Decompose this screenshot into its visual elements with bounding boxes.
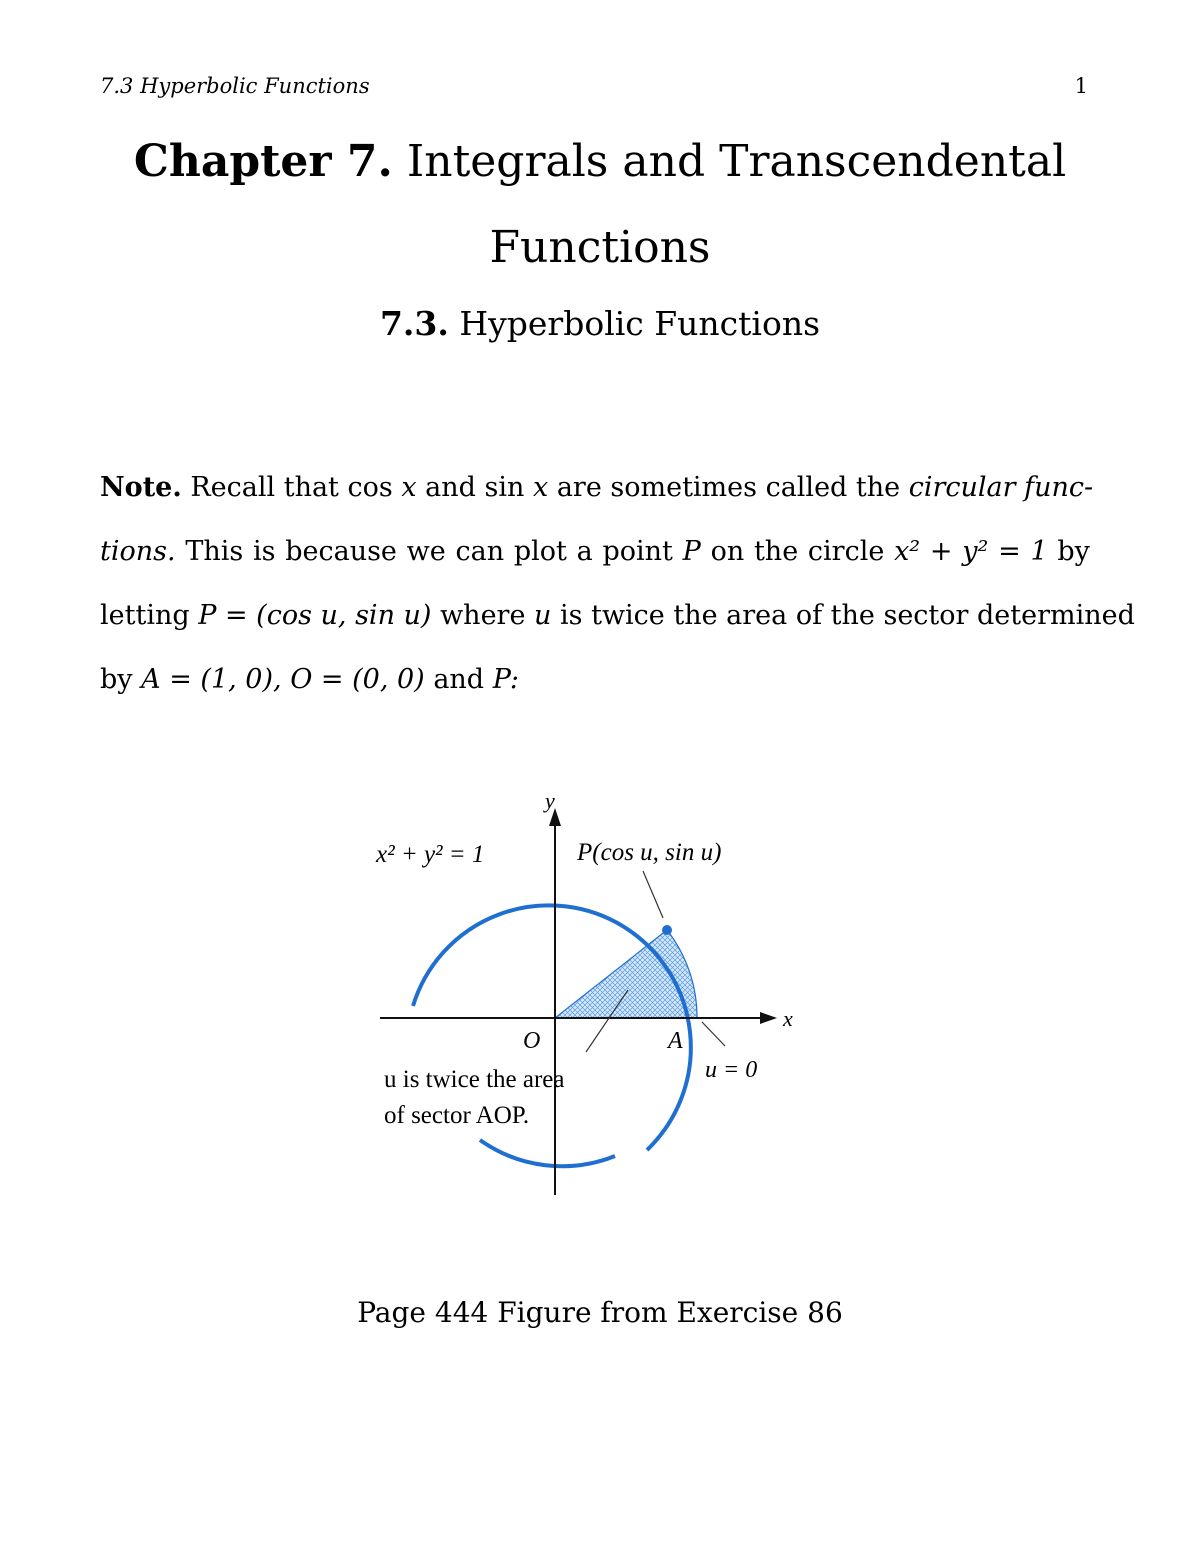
math-eq: x² + y² = 1 [894,536,1048,567]
chapter-title-line2: Functions [489,222,711,273]
x-axis-arrow [760,1012,777,1024]
leader-u0 [702,1022,725,1046]
chapter-label: Chapter 7. [133,136,393,187]
leader-p [643,871,663,918]
section-number: 7.3. [379,304,449,343]
circle-arc-lower [480,1140,615,1166]
sector-annotation-line1: u is twice the area [384,1066,565,1093]
unit-circle-figure [370,780,810,1210]
emphasis: circular func- [908,472,1094,503]
a-label: A [668,1028,683,1054]
text: This is because we can plot a point [185,536,673,567]
section-title [0,304,1200,343]
chapter-title-text: Integrals and Transcendental [406,136,1067,187]
text: on the circle [710,536,885,567]
section-title-text: Hyperbolic Functions [459,304,821,343]
math-eq: P = (cos u, sin u) [198,600,432,631]
note-line-4 [100,648,1090,712]
unit-circle-svg [370,780,810,1210]
figure-caption: Page 444 Figure from Exercise 86 [357,1296,843,1329]
text: and sin [425,472,525,503]
emphasis: tions. [100,536,176,567]
math-var: u [534,600,552,631]
math-var: P: [492,664,519,695]
x-axis-label: x [783,1006,793,1031]
sector-annotation-line2: of sector AOP. [384,1102,530,1129]
note-label: Note. [100,472,182,503]
note-line-2 [100,520,1090,584]
note-paragraph [100,456,1135,712]
chapter-title-line1 [0,136,1200,187]
origin-label: O [523,1028,541,1054]
sector-aop [555,930,697,1018]
circle-equation-label: x² + y² = 1 [376,841,485,868]
text: by [100,664,133,695]
text: and [433,664,485,695]
text: by [1057,536,1090,567]
point-p-label: P(cos u, sin u) [577,839,722,866]
math-var: P [682,536,701,567]
math-eq: O = (0, 0) [290,664,425,695]
math-var: x [532,472,549,503]
y-axis-label: y [545,788,555,813]
page-number: 1 [1074,74,1088,98]
text: Recall that cos [190,472,393,503]
math-var: x [401,472,417,503]
text: is twice the area of the sector determined [560,600,1135,631]
text: letting [100,600,190,631]
math-eq: A = (1, 0), [141,664,282,695]
text: are sometimes called the [556,472,901,503]
text: where [440,600,526,631]
note-line-1 [100,456,1094,520]
running-head: 7.3 Hyperbolic Functions [100,74,370,98]
u-zero-label: u = 0 [705,1057,758,1083]
note-line-3 [100,584,1135,648]
point-p [662,925,672,935]
